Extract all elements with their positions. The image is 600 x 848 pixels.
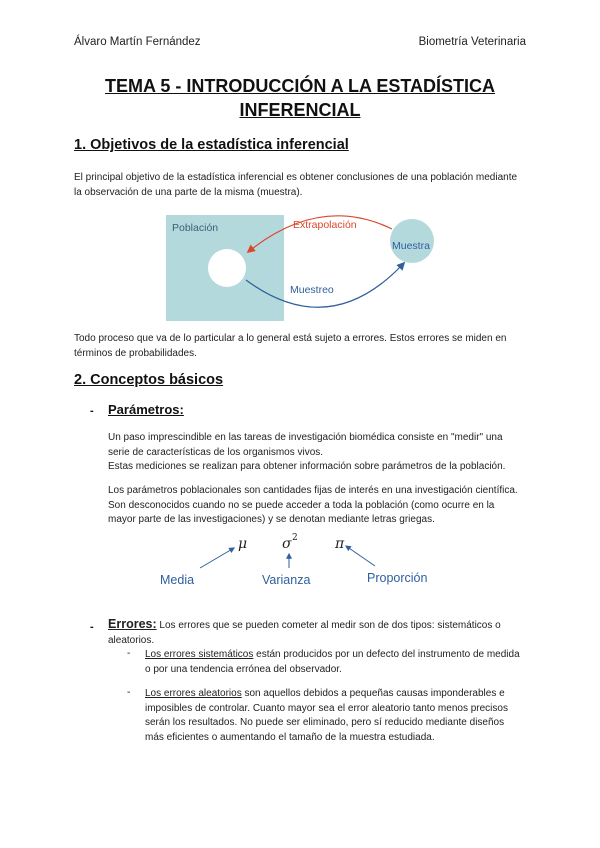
aleatorios-line-1 (145, 687, 530, 702)
bullet-dash: - (90, 405, 94, 417)
proporcion-arrow (346, 546, 375, 566)
sistematicos-text: están producidos por un defecto del instrumento de medida (253, 649, 520, 660)
media-arrow (200, 548, 234, 568)
sub-bullet-dash: - (127, 687, 131, 698)
parametros-p1-line-1: Un paso imprescindible en las tareas de investigación biomédica consiste en "medir" una (108, 432, 503, 443)
sigma-exponent: 2 (292, 533, 298, 543)
extrapolation-label: Extrapolación (293, 219, 357, 231)
intro-line-1: El principal objetivo de la estadística inferencial es obtener conclusiones de una población mediante (74, 172, 518, 183)
aleatorios-line-2: imposibles de controlar. Cuanto mayor sea el error aleatorio tanto menos precisos (145, 702, 508, 714)
parameter-symbols-diagram (150, 528, 450, 590)
sampling-label: Muestreo (290, 284, 334, 296)
aleatorios-line-3: serán los resultados. No puede ser eliminado, pero sí reducido mediante diseños (145, 717, 505, 728)
population-label: Población (172, 222, 219, 234)
mu-symbol: μ (238, 536, 248, 552)
errors-note-line-2: términos de probabilidades. (74, 348, 197, 359)
intro-line-2: la observación de una parte de la misma (muestra). (74, 187, 303, 198)
page-title (60, 74, 540, 122)
errores-intro-line-2: aleatorios. (108, 635, 155, 646)
sample-from-population (208, 249, 246, 287)
errores-intro (108, 617, 528, 648)
population-sample-diagram (160, 200, 450, 322)
section-1-errors-note (74, 331, 534, 361)
parametros-p1-line-2: serie de características de los organismos vivos. (108, 446, 324, 458)
sample-label: Muestra (392, 240, 430, 252)
errors-note-line-1: Todo proceso que va de lo particular a lo general está sujeto a errores. Estos errores se miden en (74, 333, 507, 344)
errores-heading: Errores: (108, 617, 157, 631)
sistematicos-line-1 (145, 648, 530, 663)
errores-sistematicos (145, 648, 530, 677)
parametros-heading: Parámetros: (108, 402, 184, 417)
errores-intro-text: Los errores que se pueden cometer al medir son de dos tipos: sistemáticos o (159, 620, 501, 631)
title-line-1: TEMA 5 - INTRODUCCIÓN A LA ESTADÍSTICA (105, 76, 495, 96)
parametros-p2-line-1: Los parámetros poblacionales son cantidades fijas de interés en una investigación científica. (108, 485, 518, 496)
aleatorios-term: Los errores aleatorios (145, 688, 242, 699)
pi-symbol: π (335, 536, 345, 552)
sigma-symbol: σ (282, 536, 292, 552)
bullet-dash: - (90, 621, 94, 633)
media-label: Media (160, 573, 195, 587)
author-name: Álvaro Martín Fernández (74, 36, 201, 48)
sistematicos-term: Los errores sistemáticos (145, 649, 254, 660)
subject-name: Biometría Veterinaria (418, 36, 526, 48)
aleatorios-text: son aquellos debidos a pequeñas causas imponderables e (241, 688, 505, 699)
section-1-intro (74, 170, 534, 200)
page-header (74, 36, 526, 48)
aleatorios-line-4: más eficientes o aumentando el tamaño de la muestra estudiada. (145, 731, 435, 743)
errores-aleatorios (145, 687, 530, 745)
parametros-p2-line-3: mayor parte de las investigaciones) y se denotan mediante letras griegas. (108, 514, 435, 525)
parametros-paragraph-1 (108, 431, 528, 475)
parametros-paragraph-2 (108, 484, 528, 528)
title-line-2: INFERENCIAL (239, 100, 361, 120)
parametros-p2-line-2: Son desconocidos cuando no se puede acceder a toda la población (como ocurre en la (108, 499, 495, 511)
varianza-label: Varianza (262, 573, 311, 587)
parametros-p1-line-3: Estas mediciones se realizan para obtener información sobre parámetros de la población. (108, 461, 506, 472)
proporcion-label: Proporción (367, 571, 428, 585)
section-2-heading: 2. Conceptos básicos (74, 372, 224, 388)
sistematicos-line-2: o por una tendencia errónea del observador. (145, 663, 342, 675)
sub-bullet-dash: - (127, 648, 131, 659)
section-1-heading: 1. Objetivos de la estadística inferencial (74, 137, 349, 153)
errores-intro-line-1 (108, 617, 528, 633)
